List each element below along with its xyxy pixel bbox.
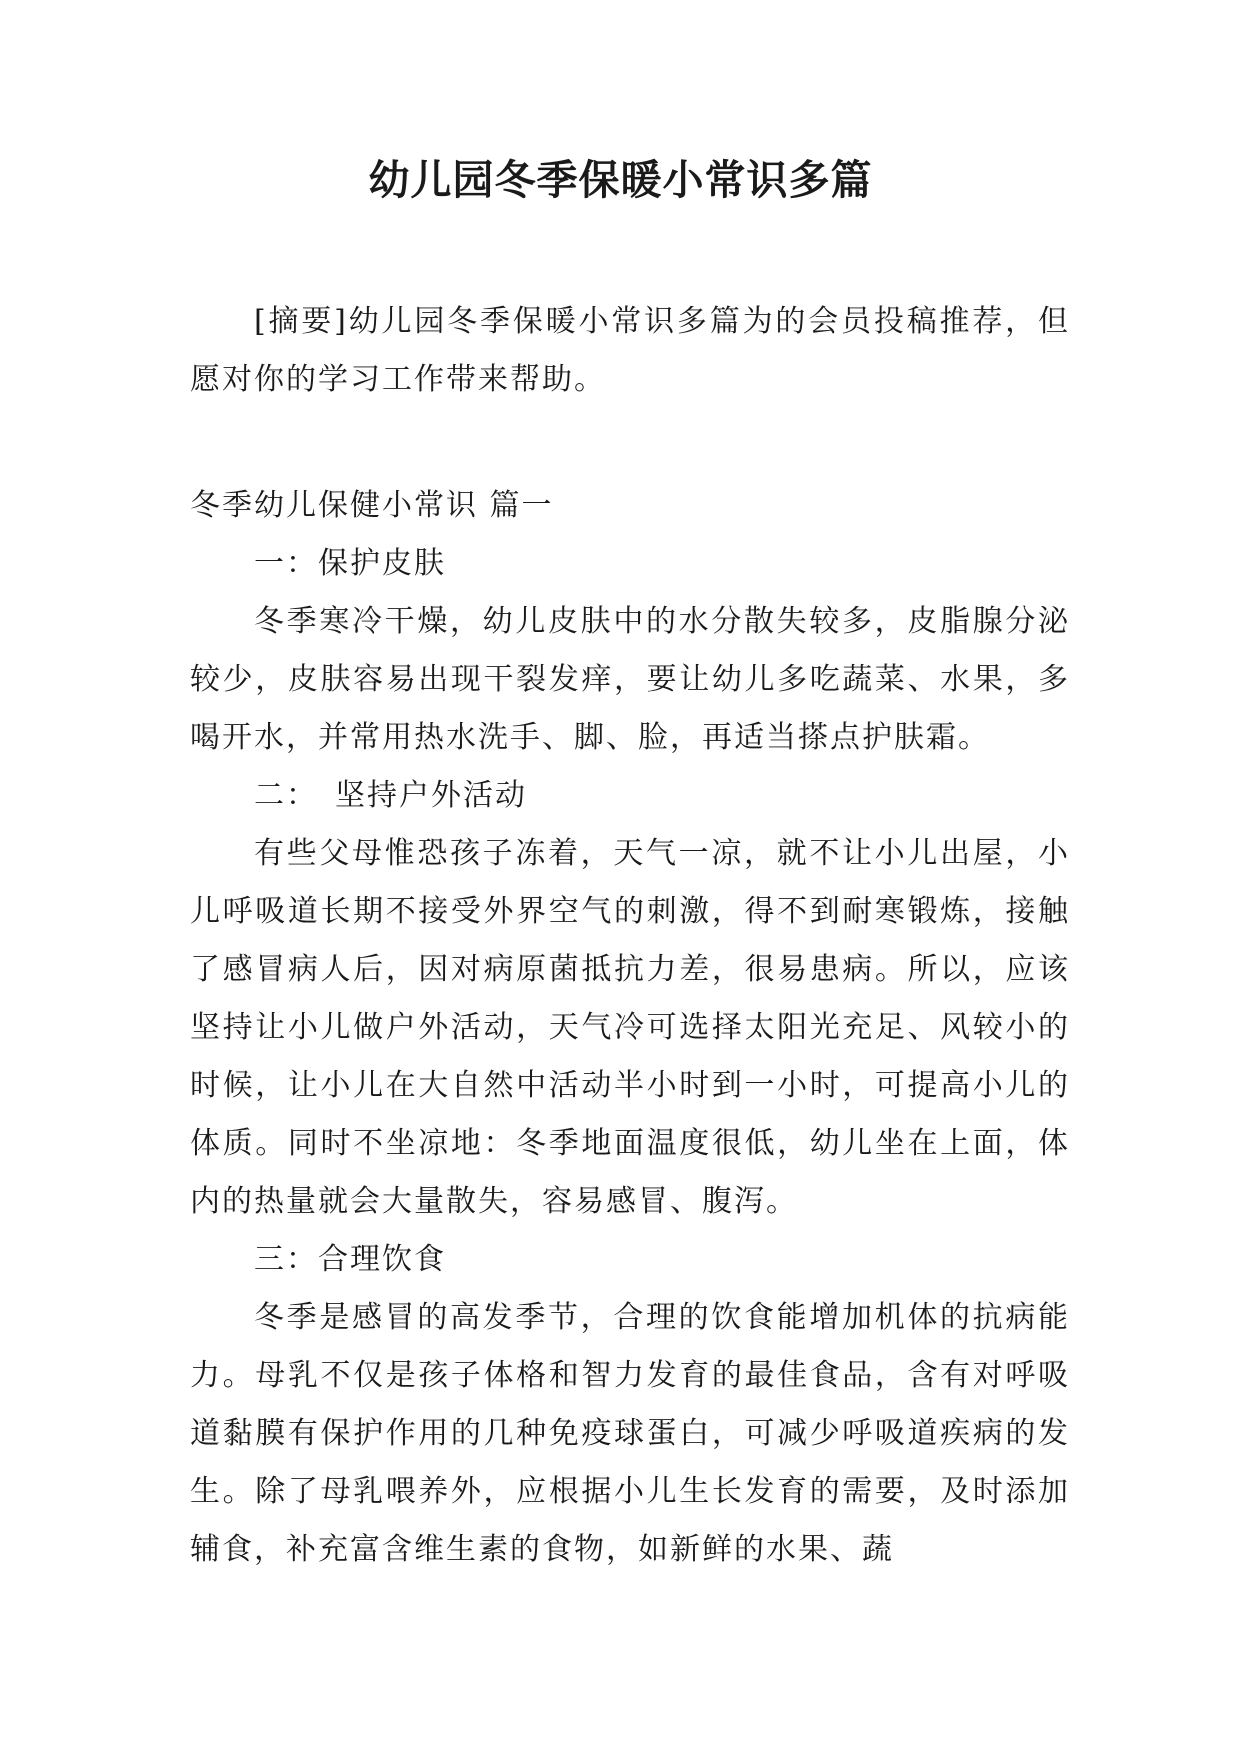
subheading-outdoor-activity: 二： 坚持户外活动 <box>254 778 527 813</box>
body-paragraph: 冬季寒冷干燥，幼儿皮肤中的水分散失较多，皮脂腺分泌较少，皮肤容易出现干裂发痒，要让幼儿多吃蔬菜、水果，多喝开水，并常用热水洗手、脚、脸，再适当搽点护肤霜。 <box>190 604 1070 755</box>
subheading-diet: 三：合理饮食 <box>254 1242 446 1277</box>
abstract-paragraph: [摘要]幼儿园冬季保暖小常识多篇为的会员投稿推荐，但愿对你的学习工作带来帮助。 <box>190 304 1070 397</box>
section-title: 冬季幼儿保健小常识 篇一 <box>190 488 554 523</box>
document-body <box>190 293 1070 1579</box>
body-paragraph: 有些父母惟恐孩子冻着，天气一凉，就不让小儿出屋，小儿呼吸道长期不接受外界空气的刺激，得不到耐寒锻炼，接触了感冒病人后，因对病原菌抵抗力差，很易患病。所以，应该坚持让小儿做户外活动，天气冷可选择太阳光充足、风较小的时候，让小儿在大自然中活动半小时到一小时，可提高小儿的体质。同时不坐凉地：冬季地面温度很低，幼儿坐在上面，体内的热量就会大量散失，容易感冒、腹泻。 <box>190 836 1070 1219</box>
subheading-protect-skin: 一：保护皮肤 <box>254 546 446 581</box>
document-title: 幼儿园冬季保暖小常识多篇 <box>368 156 873 204</box>
spacer <box>190 409 1070 477</box>
body-paragraph: 冬季是感冒的高发季节，合理的饮食能增加机体的抗病能力。母乳不仅是孩子体格和智力发育的最佳食品，含有对呼吸道黏膜有保护作用的几种免疫球蛋白，可减少呼吸道疾病的发生。除了母乳喂养外，应根据小儿生长发育的需要，及时添加辅食，补充富含维生素的食物，如新鲜的水果、蔬 <box>190 1300 1070 1567</box>
